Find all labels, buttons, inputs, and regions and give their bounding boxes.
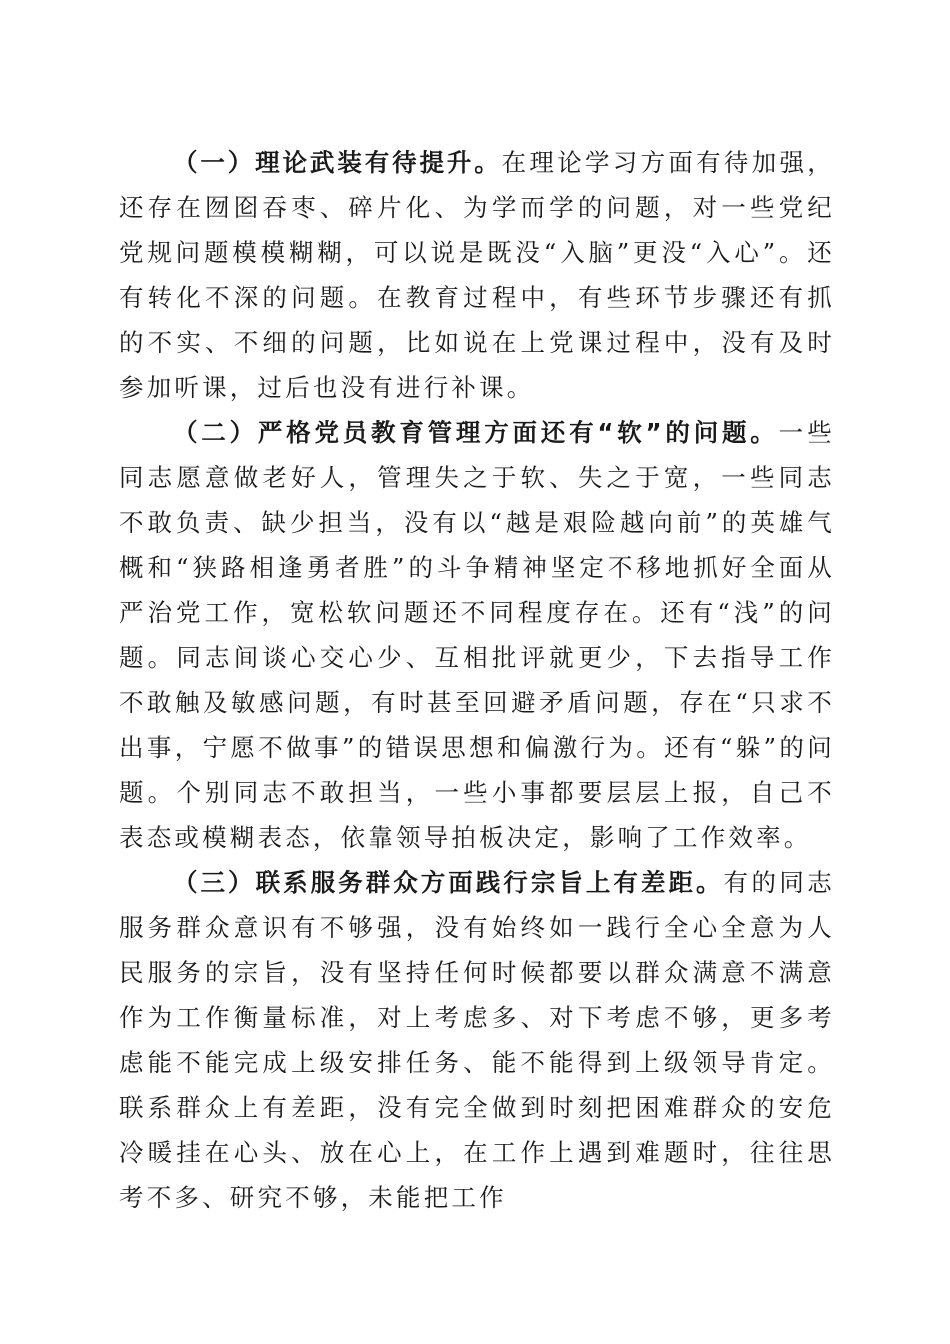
paragraph-discipline: [119, 410, 835, 860]
paragraph-text: 在理论学习方面有待加强，还存在囫囵吞枣、碎片化、为学而学的问题，对一些党纪党规问题模模糊糊，可以说是既没“入脑”更没“入心”。还有转化不深的问题。在教育过程中，有些环节步骤还有抓的不实、不细的问题，比如说在上党课过程中，没有及时参加听课，过后也没有进行补课。: [119, 148, 835, 402]
paragraph-text: 一些同志愿意做老好人，管理失之于软、失之于宽，一些同志不敢负责、缺少担当，没有以“越是艰险越向前”的英雄气概和“狭路相逢勇者胜”的斗争精神坚定不移地抓好全面从严治党工作，宽松软问题还不同程度存在。还有“浅”的问题。同志间谈心交心少、互相批评就更少，下去指导工作不敢触及敏感问题，有时甚至回避矛盾问题，存在“只求不出事，宁愿不做事”的错误思想和偏激行为。还有“躲”的问题。个别同志不敢担当，一些小事都要层层上报，自己不表态或模糊表态，依靠领导拍板决定，影响了工作效率。: [119, 418, 835, 852]
paragraph-text: 有的同志服务群众意识有不够强，没有始终如一践行全心全意为人民服务的宗旨，没有坚持任何时候都要以群众满意不满意作为工作衡量标准，对上考虑多、对下考虑不够，更多考虑能不能完成上级安排任务、能不能得到上级领导肯定。联系群众上有差距，没有完全做到时刻把困难群众的安危冷暖挂在心头、放在心上，在工作上遇到难题时，往往思考不多、研究不够，未能把工作: [119, 868, 835, 1212]
paragraph-theory: [119, 140, 835, 410]
document-body: [119, 140, 835, 1220]
paragraph-service: [119, 860, 835, 1220]
paragraph-heading: （三）联系服务群众方面践行宗旨上有差距。: [173, 868, 724, 897]
paragraph-heading: （一）理论武装有待提升。: [173, 148, 502, 177]
paragraph-heading: （二）严格党员教育管理方面还有“软”的问题。: [173, 418, 779, 447]
